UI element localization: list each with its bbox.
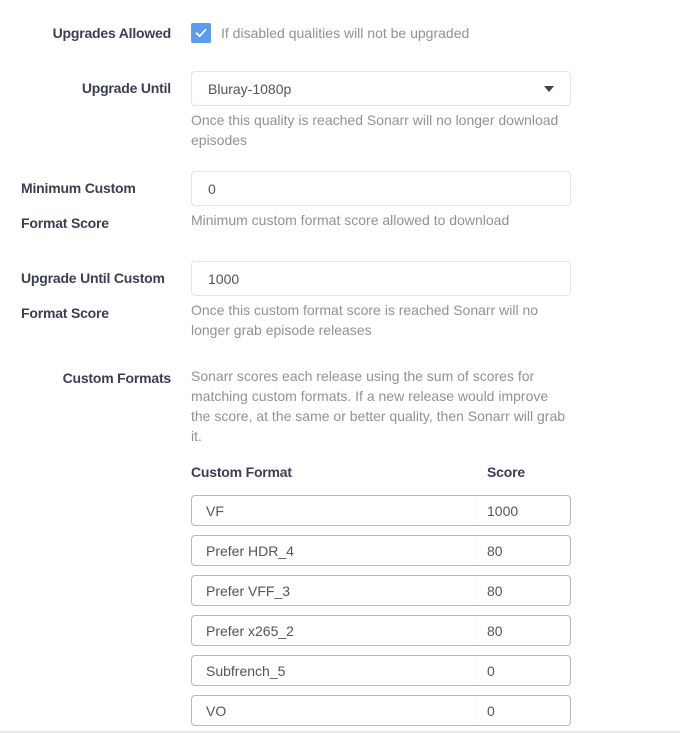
minimum-cf-score-help: Minimum custom format score allowed to download [191,212,510,228]
upgrade-until-cf-score-label-line1: Upgrade Until Custom [21,270,165,286]
upgrade-until-cf-score-input[interactable] [191,261,571,296]
caret-down-icon [544,86,554,92]
minimum-cf-score-label-line2: Format Score [21,215,109,231]
upgrades-allowed-checkbox[interactable] [191,23,211,43]
custom-format-name: Subfrench_5 [206,662,286,679]
custom-format-row [191,495,571,526]
custom-format-name: VO [206,702,227,719]
custom-format-name: Prefer VFF_3 [206,582,291,599]
minimum-cf-score-input[interactable] [191,171,571,206]
custom-format-row [191,615,571,646]
upgrade-until-cf-score-help: Once this custom format score is reached Sonarr will no longer grab episode releases [191,302,539,338]
custom-format-row [191,575,571,606]
custom-formats-help: Sonarr scores each release using the sum of scores for matching custom formats. If a new release would improve the score, at the same or better quality, then Sonarr will grab it. [191,368,566,444]
custom-format-score-input[interactable]: 1000 [475,496,570,525]
upgrade-until-cf-score-label-line2: Format Score [21,305,109,321]
custom-format-name: Prefer HDR_4 [206,542,294,559]
custom-format-score-input[interactable]: 80 [475,616,570,645]
upgrade-until-select[interactable] [191,71,571,106]
custom-format-row [191,695,571,726]
custom-format-score-input[interactable]: 80 [475,536,570,565]
upgrade-until-label: Upgrade Until [81,80,171,96]
custom-format-name: VF [206,502,224,519]
minimum-cf-score-label-line1: Minimum Custom [21,180,136,196]
upgrade-until-help: Once this quality is reached Sonarr will no longer download episodes [191,112,559,148]
upgrades-allowed-label: Upgrades Allowed [52,25,171,41]
custom-format-score-input[interactable]: 80 [475,576,570,605]
column-header-score: Score [487,464,525,480]
custom-format-name: Prefer x265_2 [206,622,294,639]
custom-format-row [191,655,571,686]
custom-format-row [191,535,571,566]
custom-format-score-input[interactable]: 0 [475,656,570,685]
minimum-cf-score-value: 0 [208,180,216,197]
upgrade-until-cf-score-value: 1000 [208,270,240,287]
checkmark-icon [195,27,207,39]
upgrades-allowed-help: If disabled qualities will not be upgraded [221,25,470,41]
custom-formats-label: Custom Formats [62,370,171,386]
upgrade-until-value: Bluray-1080p [208,80,292,97]
column-header-custom-format: Custom Format [191,464,292,480]
custom-format-score-input[interactable]: 0 [475,696,570,725]
